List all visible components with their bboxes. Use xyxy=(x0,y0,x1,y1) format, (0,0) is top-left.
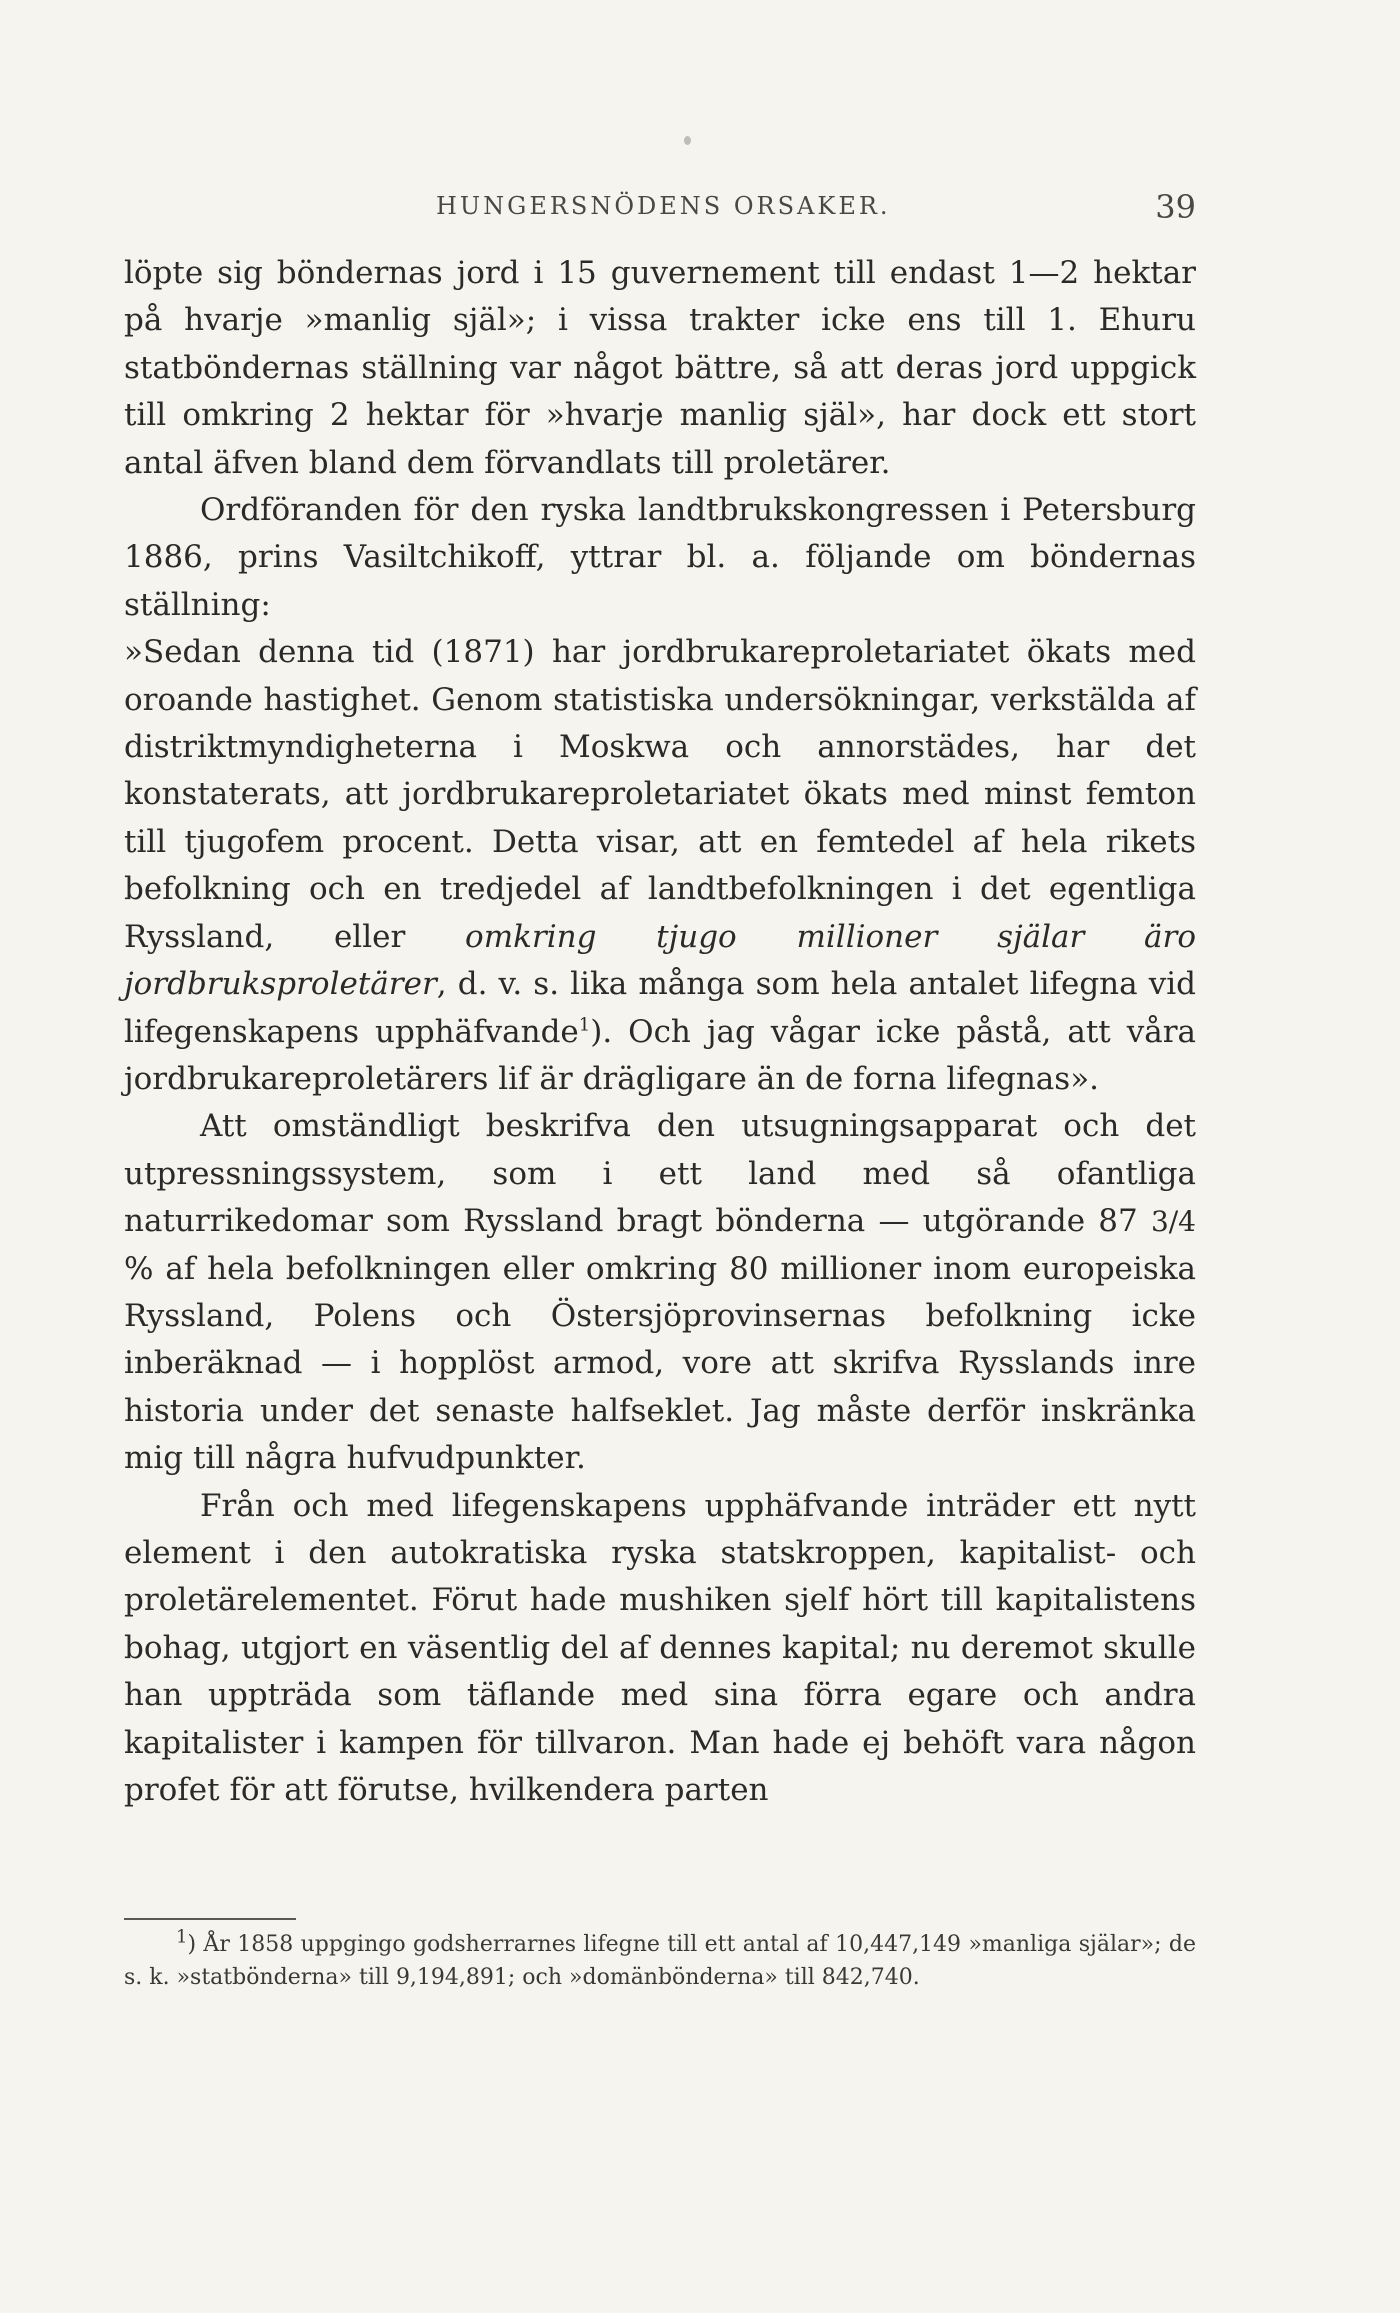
paragraph-exploitation-part-2: % af hela befolkningen eller omkring 80 millioner inom europeiska Ryssland, Polens och Östersjöprovinsernas befolkning icke inberäknad — i hopplöst armod, vore att skrifva Rysslands inre historia under det senaste halfseklet. Jag måste derför inskränka mig till några hufvudpunkter. xyxy=(124,1250,1196,1477)
paragraph-intro-quote: Ordföranden för den ryska landtbrukskongressen i Petersburg 1886, prins Vasiltchikoff, yttrar bl. a. följande om böndernas ställning: xyxy=(124,492,1196,623)
body-text xyxy=(124,250,1196,1814)
quotation-part-3: ). Och jag vågar icke påstå, att våra jordbrukareproletärers lif är drägligare än de forna lifegnas». xyxy=(124,1013,1197,1097)
ink-speck xyxy=(684,136,691,145)
footnote-divider xyxy=(124,1918,296,1920)
running-title: HUNGERSNÖDENS ORSAKER. xyxy=(436,192,891,220)
footnote-reference: 1 xyxy=(578,1014,591,1036)
fraction-three-quarters: 3/4 xyxy=(1150,1205,1196,1239)
running-header xyxy=(124,188,1196,232)
footnote-marker: 1 xyxy=(176,1926,188,1948)
footnote-text: ) År 1858 uppgingo godsherrarnes lifegne till ett antal af 10,447,149 »manliga själar»; de s. k. »statbönderna» till 9,194,891; och »domänbönderna» till 842,740. xyxy=(124,1932,1196,1990)
quotation-part-2: , d. v. s. lika många som hela antalet lifegna vid lifegenskapens upphäfvande xyxy=(124,966,1196,1050)
paragraph-emancipation: Från och med lifegenskapens upphäfvande inträder ett nytt element i den autokratiska ryska statskroppen, kapitalist- och proletärelementet. Förut hade mushiken sjelf hört till kapitalistens bohag, utgjort en väsentlig del af dennes kapital; nu deremot skulle han uppträda som täflande med sina förra egare och andra kapitalister i kampen för tillvaron. Man hade ej behöft vara någon profet för att förutse, hvilkendera parten xyxy=(124,1487,1196,1808)
page-number: 39 xyxy=(1155,188,1196,226)
quotation-part-1: »Sedan denna tid (1871) har jordbrukareproletariatet ökats med oroande hastighet. Genom statistiska undersökningar, verkstälda af distriktmyndigheterna i Moskwa och annorstädes, har det konstaterats, att jordbrukareproletariatet ökats med minst femton till tjugofem procent. Detta visar, att en femtedel af hela rikets befolkning och en tredjedel af landtbefolkningen i det egentliga Ryssland, eller xyxy=(124,634,1196,955)
paragraph-exploitation xyxy=(124,1103,1196,1482)
paragraph-quotation xyxy=(124,629,1196,1103)
footnote xyxy=(124,1928,1196,1994)
quotation-emphasis: omkring tjugo millioner själar äro jordbruksproletärer xyxy=(124,918,1196,1003)
paragraph-exploitation-part-1: Att omständligt beskrifva den utsugningsapparat och det utpressningssystem, som i ett land med så ofantliga naturrikedomar som Ryssland bragt bönderna — utgörande 87 xyxy=(124,1108,1196,1240)
paragraph-continued: löpte sig böndernas jord i 15 guvernement till endast 1—2 hektar på hvarje »manlig själ»; i vissa trakter icke ens till 1. Ehuru statböndernas ställning var något bättre, så att deras jord uppgick till omkring 2 hektar för »hvarje manlig själ», har dock ett stort antal äfven bland dem förvandlats till proletärer. xyxy=(124,255,1196,481)
